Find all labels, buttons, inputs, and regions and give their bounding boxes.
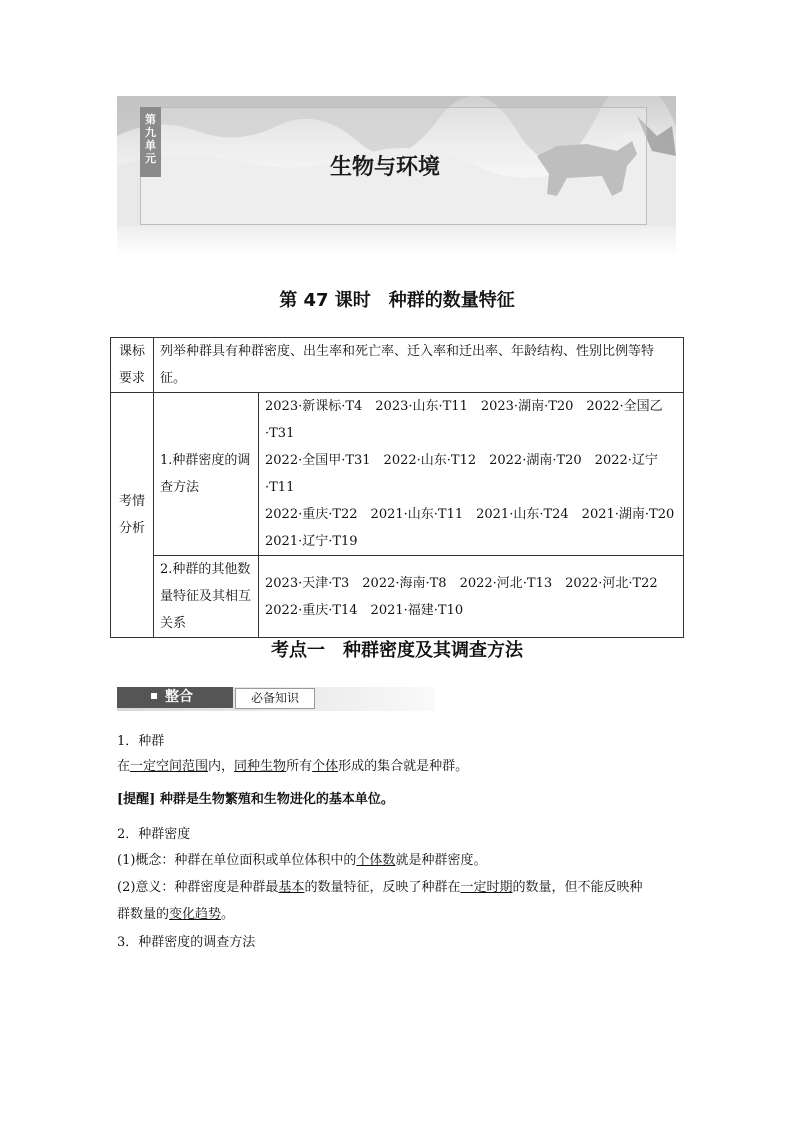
- exam-ref-line: 2023·新课标·T4 2023·山东·T11 2023·湖南·T20 2022·全国乙·T31: [265, 399, 663, 441]
- text: 群数量的: [117, 907, 170, 922]
- requirement-label: 课标要求: [111, 338, 154, 393]
- density-significance-cont: [117, 906, 234, 924]
- exam-ref-line: 2021·辽宁·T19: [265, 534, 358, 549]
- text: 形成的集合就是种群。: [338, 759, 469, 774]
- underlined-term: 一定空间范围: [130, 759, 209, 774]
- tip-paragraph: [117, 791, 394, 809]
- section-bar-dark-label: 整合: [165, 689, 193, 705]
- unit-tag: 第九单元: [140, 107, 161, 177]
- underlined-term: 变化趋势: [169, 907, 222, 922]
- underlined-term: 基本: [278, 880, 305, 895]
- unit-title: 生物与环境: [329, 155, 440, 180]
- heading-population: 1．种群: [117, 734, 165, 749]
- underlined-term: 一定时期: [460, 880, 513, 895]
- banner-shadow: [117, 226, 676, 256]
- exam-refs: [259, 393, 684, 556]
- square-bullet-icon: [151, 693, 157, 699]
- requirement-content: 列举种群具有种群密度、出生率和死亡率、迁入率和迁出率、年龄结构、性别比例等特征。: [154, 338, 684, 393]
- exam-refs: [259, 556, 684, 638]
- subtopic-label: 1.种群密度的调查方法: [154, 393, 259, 556]
- text: (2)意义：种群密度是种群最: [117, 880, 279, 895]
- section-title: 考点一 种群密度及其调查方法: [271, 640, 523, 661]
- exam-ref-line: 2022·全国甲·T31 2022·山东·T12 2022·湖南·T20 2022·辽宁·T11: [265, 453, 658, 495]
- text: 的数量特征，反映了种群在: [304, 880, 461, 895]
- exam-ref-line: 2023·天津·T3 2022·海南·T8 2022·河北·T13 2022·河北·T22: [265, 575, 658, 591]
- underlined-term: 个体: [312, 759, 339, 774]
- tip-text: 种群是生物繁殖和生物进化的基本单位。: [159, 792, 394, 807]
- density-concept: [117, 852, 486, 870]
- underlined-term: 个体数: [356, 853, 396, 868]
- heading-survey-methods: 3．种群密度的调查方法: [117, 935, 256, 950]
- lesson-title: 第 47 课时 种群的数量特征: [279, 290, 515, 311]
- population-definition: [117, 758, 468, 776]
- text: (1)概念：种群在单位面积或单位体积中的: [117, 853, 357, 868]
- subtopic-label: 2.种群的其他数量特征及其相互关系: [154, 556, 259, 638]
- curriculum-table: [110, 337, 684, 638]
- density-significance: [117, 879, 642, 897]
- tip-tag: [提醒]: [117, 792, 156, 807]
- table-row: [111, 393, 684, 556]
- text: 就是种群密度。: [395, 853, 487, 868]
- text: 。: [221, 907, 235, 922]
- section-bar-dark: [117, 687, 233, 708]
- table-row: [111, 556, 684, 638]
- text: 内，: [208, 759, 235, 774]
- analysis-label: 考情分析: [111, 393, 154, 638]
- table-row: [111, 338, 684, 393]
- text: 所有: [286, 759, 313, 774]
- section-bar-light-label: 必备知识: [235, 688, 315, 709]
- heading-density: 2．种群密度: [117, 827, 191, 842]
- text: 的数量，但不能反映种: [512, 880, 643, 895]
- text: 在: [117, 759, 131, 774]
- underlined-term: 同种生物: [234, 759, 287, 774]
- exam-ref-line: 2022·重庆·T14 2021·福建·T10: [265, 602, 464, 618]
- exam-ref-line: 2022·重庆·T22 2021·山东·T11 2021·山东·T24 2021·湖南·T20: [265, 507, 675, 522]
